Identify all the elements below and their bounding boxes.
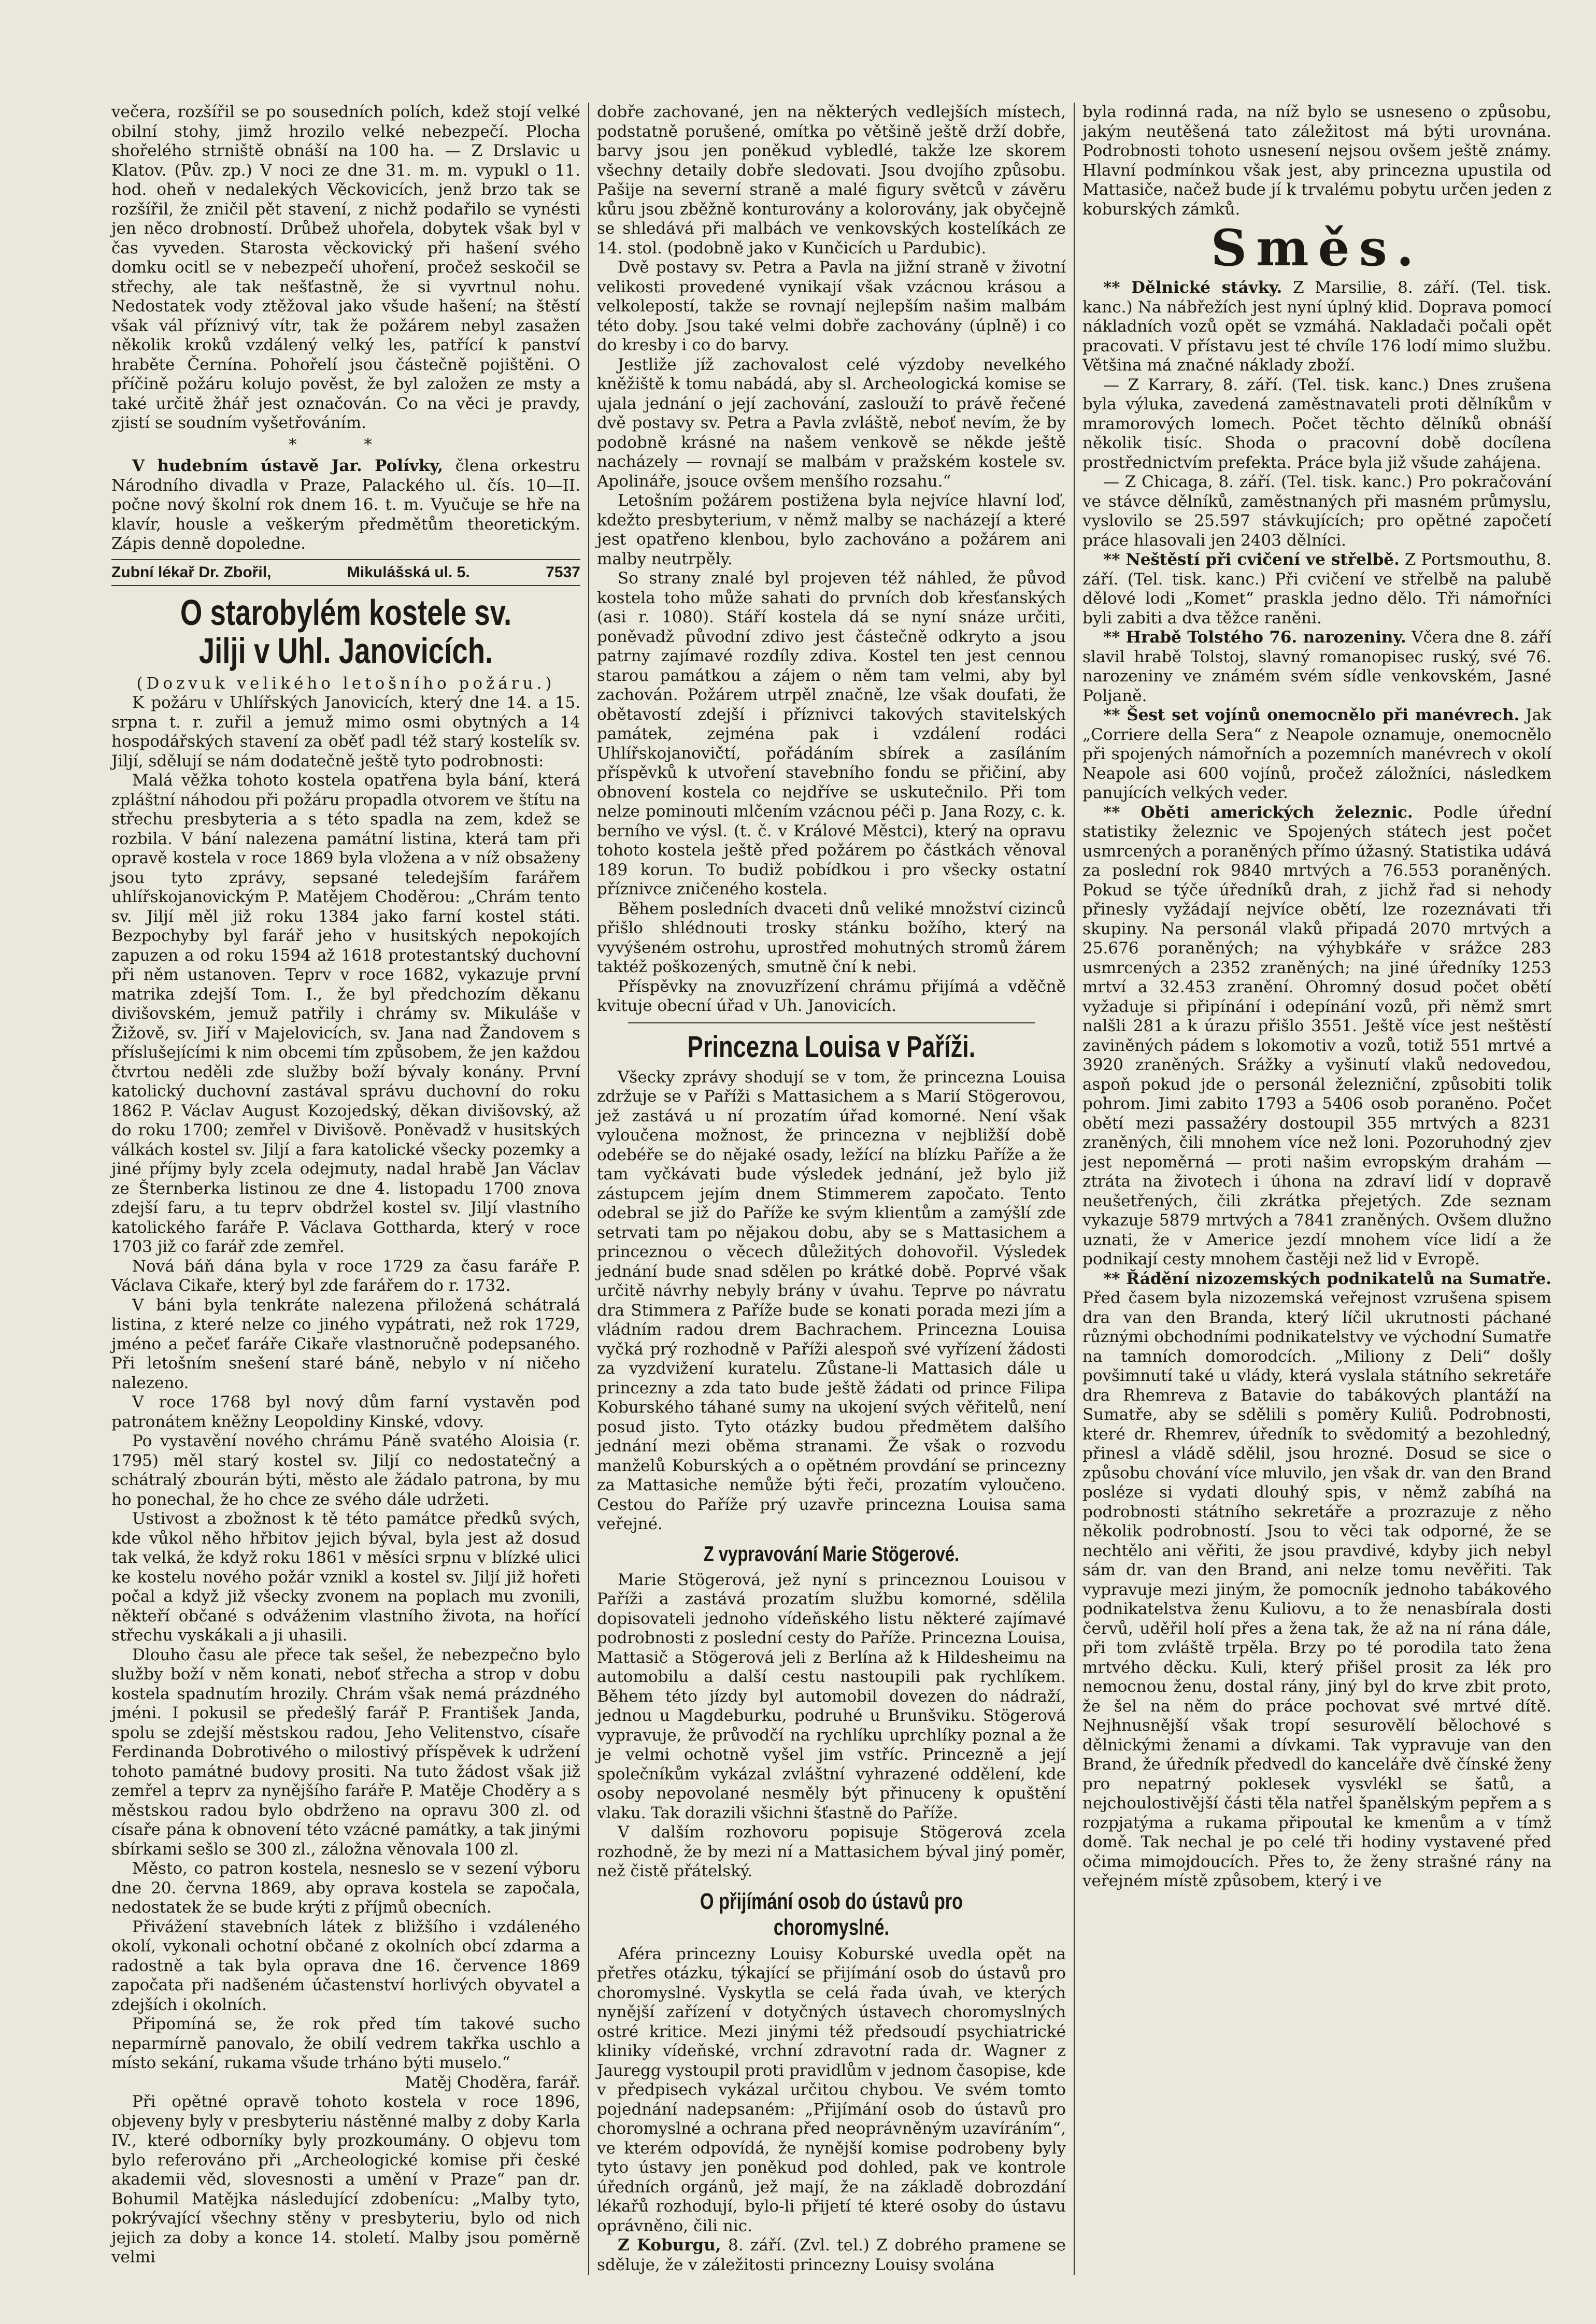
- lead-text: ** Oběti amerických železnic.: [1103, 803, 1413, 822]
- article-text: Nová báň dána byla v roce 1729 za času faráře P. Václava Cikaře, který byl zde farářem do r. 1732.: [111, 1257, 580, 1295]
- article-text: Všecky zprávy shodují se v tom, že princezna Louisa zdržuje se v Paříži s Mattasichem a s Marií Stögerovou, jež zastává u ní prozatím úřad komorné. Není však vyloučena možnost, že princezna v nejbližší době odebéře se do nějaké osady, ležící na blízku Paříže a že tam vyčkávati bude výsledek jednání, jež bylo již zástupcem jejím dnem Stimmerem započato. Tento odebral se již do Paříže ke svým klientům a zamýšlí zde setrvati tam po nějakou dobu, aby se s Mattasichem a princeznou o věcech důležitých dohovořil. Výsledek jednání bude snad sdělen po krátké době. Poprvé však určitě návrhy nebyly brány v úvahu. Teprve po návratu dra Stimmera z Paříže bude se konati porada mezi jím a vládním radou drem Bachrachem. Princezna Louisa vyčká prý rozhodně v Paříži alespoň své vyřízení žádosti za vyzdvižení kuratelu. Zůstane-li Mattasich dále u princezny a zda tato bude ještě žádati od prince Filipa Koburského táhané sumy na ukojení svých věřitelů, není posud jisto. Tyto otázky budou předmětem dalšího jednání mezi oběma stranami. Že však o rozvodu manželů Koburských a o opětném provdání se princezny za Mattasiche nemůže býti řeči, prozatím vyloučeno. Cestou do Paříže prý uzavře princezna Louisa sama veřejné.: [597, 1067, 1066, 1533]
- advertisement: [111, 559, 580, 586]
- separator-stars: * *: [289, 435, 403, 454]
- ad-name: Zubní lékař Dr. Zbořil,: [111, 563, 272, 581]
- article-text: Příspěvky na znovuzřízení chrámu přijímá a vděčně kvituje obecní úřad v Uh. Janovicích.: [597, 977, 1066, 1015]
- article-text: [111, 457, 580, 554]
- lead-text: Z Koburgu,: [618, 2236, 721, 2255]
- column-3: [1082, 103, 1551, 2275]
- headline-louisa: Princezna Louisa v Paříži.: [687, 1030, 976, 1064]
- divider: [628, 1022, 1035, 1023]
- headline-osob: O přijímání osob do ústavů pro choromyslné.: [700, 1888, 963, 1940]
- article-text: Ustivost a zbožnost k tě této památce předků svých, kde vůkol něho hřbitov jejich býval, byla jest až dosud tak velká, že když roku 1861 v měsíci srpnu v blízké ulici ke kostelu nového požár vznikl a kostel sv. Jiljí již hořeti počal a když již všecky zvonem na poplach mu zvonili, někteří občané s odváženim vlastního života, na hořící střechu vyskákali a ji uhasili.: [111, 1509, 580, 1645]
- article-text: — Z Karrary, 8. září. (Tel. tisk. kanc.) Dnes zrušena byla výluka, zavedená zaměstnavateli proti dělníkům v mramorových lomech. Počet těchto dělníků obnáší několik tisíc. Shoda o pracovní době docílena prostřednictvím prefekta. Práce byla již všude zahájena.: [1082, 375, 1551, 472]
- signature: Matěj Choděra, farář.: [405, 2073, 580, 2092]
- article-text: So strany znalé byl projeven též náhled, že původ kostela toho může sahati do prvních dob křesťanských (asi r. 1080). Stáří kostela dá se nyní snáze určiti, poněvadž původní zdivo jest částečně odkryto a jsou patrny zajímavé rozdíly zdiva. Kostel ten jest cennou starou památkou a zájem o něm tam velmi, aby byl zachován. Požárem utrpěl značně, lze však doufati, že obětavostí zdejší i příznivci takových stavitelských památek, zejména pak i vzdálení rodáci Uhlířskojanovičtí, pořádáním sbírek a zasíláním příspěvků k utvoření stavebního fondu se přičiní, aby obnovení kostela co nejdříve se uskutečnilo. Při tom nelze pominouti mlčením vzácnou péči p. Jana Rozy, c. k. berního ve výsl. (t. č. v Králové Městci), který na opravu tohoto kostela ještě před požárem po částkách věnoval 189 korun. To budiž pobídkou i pro všecky ostatní příznivce zničeného kostela.: [597, 569, 1066, 899]
- article-text: Dvě postavy sv. Petra a Pavla na jižní straně v životní velikosti provedené vynikají však vzácnou krásou a velkolepostí, takže se rovnají nejlepším našim malbám této doby. Jsou také velmi dobře zachovány (úplně) i co do kresby i co do barvy.: [597, 258, 1066, 354]
- lead-text: V hudebním ústavě Jar. Polívky,: [132, 457, 444, 475]
- article-text: [597, 2236, 1066, 2275]
- article-text: dobře zachované, jen na některých vedlejších místech, podstatně porušené, omítka po většině ještě drží dobře, barvy jsou jen poněkud vybledlé, takže lze skorem všechny detaily dobře sledovati. Jsou dvojího způsobu. Pašije na severní straně a malé figury světců v závěru kůru jsou zběžně konturovány a kolorovány, jak obyčejně se shledává při malbách ve venkovských kostelíkách ze 14. stol. (podobně jako v Kunčicích u Pardubic).: [597, 103, 1066, 258]
- article-text: Aféra princezny Louisy Koburské uvedla opět na přetřes otázku, týkající se přijímání osob do ústavů pro choromyslné. Vyskytla se celá řada úvah, ve kterých nynější zařízení v dotyčných ústavech choromyslných ostré kritice. Mezi jinými též předsoudí psychiatrické kliniky vídeňské, vrchní zdravotní rada dr. Wagner z Jauregg vystoupil proti pravidlům v jednom časopise, kde v předpisech vykázal určitou chybou. Ve svém tomto pojednání nadepsaném: „Přijímání osob do ústavů pro choromyslné a ochrana před neoprávněným uzavíráním“, ve kterém odpovídá, že nynější komise podrobeny byly tyto ústavy jen poněkud pod dohled, pak ve kontrole úředních orgánů, jež mají, že na základě dobrozdání lékařů rozhodují, bylo-li přijetí té které osoby do ústavu oprávněno, čili nic.: [597, 1944, 1066, 2235]
- body-text: člena orkestru Národního divadla v Praze, Palackého ul. čís. 10—II. počne nový školní rok dnem 16. t. m. Vyučuje se hře na klavír, housle a veškerým předmětům theoretickým. Zápis denně dopoledne.: [111, 457, 580, 553]
- section-title-smes: Směs.: [1210, 219, 1423, 277]
- body-text: 8. září. (Zvl. tel.) Z dobrého pramene se sděluje, že v záležitosti princezny Louisy svolána: [597, 2236, 1066, 2274]
- subheading: (Dozvuk velikého letošního požáru.): [136, 674, 555, 693]
- body-text: Jak „Corriere della Sera“ z Neapole oznamuje, onemocnělo při spojených námořních a pozemních manévrech v okolí Neapole asi 600 vojínů, pročež záložníci, následkem panujících velkých veder.: [1082, 706, 1551, 802]
- columns: [111, 103, 1562, 2274]
- article-text: byla rodinná rada, na níž bylo se usneseno o způsobu, jakým neutěšená tato záležitost má býti urovnána. Podrobnosti tohoto usnesení nejsou ovšem ještě známy. Hlavní podmínkou však jest, aby princezna upustila od Mattasiče, načež bude jí k trvalému pobytu určen jeden z koburských zámků.: [1082, 103, 1551, 219]
- article-text: K požáru v Uhlířských Janovicích, který dne 14. a 15. srpna t. r. zuřil a jemuž mimo osmi obytných a 14 hospodářských stavení za oběť padl též starý kostelík sv. Jiljí, sdělují se nám dodatečně ještě tyto podrobnosti:: [111, 693, 580, 771]
- article-text: Letošním požárem postižena byla nejvíce hlavní loď, kdežto presbyterium, v němž malby se nacházejí a které jest opatřeno klenbou, bylo zachováno a požárem ani malby neutrpěly.: [597, 491, 1066, 568]
- article-text: [1082, 550, 1551, 628]
- article-text: Při opětné opravě tohoto kostela v roce 1896, objeveny byly v presbyteriu nástěnné malby z doby Karla IV., které odborníky byly prozkoumány. O objevu tom bylo referováno při „Archeologické komise při české akademii věd, slovesnosti a umění v Praze“ pan dr. Bohumil Matějka následující zdobenícu: „Malby tyto, pokrývající všechny stěny v presbyteriu, bylo od nich jejich za doby a konce 14. století. Malby jsou poměrně velmi: [111, 2092, 580, 2266]
- article-text: Město, co patron kostela, nesneslo se v sezení výboru dne 20. června 1869, aby oprava kostela se započala, nedostatek že se bude krýti z příjmů obecních.: [111, 1859, 580, 1917]
- article-text: Malá věžka tohoto kostela opatřena byla bání, která zpláštní náhodou při požáru propadla otvorem ve štítu na střechu presbyteria a s této spadla na zem, kdež se rozbila. V bání nalezena památní listina, která tam při opravě kostela v roce 1869 byla vložena a v níž obsaženy jsou tyto zprávy, sepsané teledejším farářem uhlířskojanovickým P. Matějem Choděrou: „Chrám tento sv. Jiljí měl již roku 1384 jako farní kostel státi. Bezpochyby byl farář jeho v husitských nepokojích zapuzen a od roku 1594 až 1618 protestantský duchovní při něm ustanoven. Teprv v roce 1682, vykazuje první matrika zdejší Tom. I., že byl předchozím děkanu divišovském, jemuž patřily i chrámy sv. Mikuláše v Žižově, sv. Jiří v Majelovicích, sv. Jana nad Žandovem s příslušejícími k nim obcemi tím způsobem, že jen každou čtvrtou neděli zde služby boží bývaly konány. První katolický duchovní zastával správu duchovní do roku 1862 P. Václav August Kozojedský, děkan divišovský, až do roku 1700; zemřel v Divišově. Poněvadž v husitských válkách kostel sv. Jiljí a fara katolické všecky pozemky a jiné příjmy byly zcela odejmuty, nadal hrabě Jan Václav ze Šternberka listinou ze dne 4. listopadu 1700 znova zdejší faru, a tu teprv obdržel kostel sv. Jiljí vlastního katolického faráře P. Václava Gottharda, který v roce 1703 již co farář zde zemřel.: [111, 771, 580, 1256]
- article-text: V báni byla tenkráte nalezena přiložená schátralá listina, z které nelze co jiného vypátrati, než rok 1729, jméno a pečeť faráře Cikaře vlastnoručně podepsaného. Při letošním snešení staré báně, nebylo v ní ničeho nalezeno.: [111, 1295, 580, 1392]
- lead-text: ** Dělnické stávky.: [1103, 278, 1282, 297]
- article-text: Marie Stögerová, jež nyní s princeznou Louisou v Paříži a zastává prozatím službu komorné, sdělila dopisovateli jednoho vídeňského listu některé zajímavé podrobnosti z poslední cesty do Paříže. Princezna Louisa, Mattasič a Stögerová jeli z Berlína až k Hildesheimu na automobilu a další cestu nastoupili pak rychlíkem. Během této jízdy byl automobil dovezen do nádraží, jednou u Magdeburku, podruhé u Brunšviku. Stögerová vypravuje, že průvodčí na rychlíku uprchlíky poznal a že je velmi ochotně vyšel jim vstříc. Princezně a její společníkům vykázal zvláštní vyhrazené oddělení, kde osoby nepovolané nesměly být přinuceny k opuštění vlaku. Tak dorazili všichni šťastně do Paříže.: [597, 1570, 1066, 1822]
- body-text: Včera dne 8. září slavil hrabě Tolstoj, slavný romanopisec ruský, své 76. narozeniny ve známém svém sídle venkovském, Jasné Poljaně.: [1082, 628, 1551, 705]
- article-text: V roce 1768 byl nový dům farní vystavěn pod patronátem kněžny Leopoldiny Kinské, vdovy.: [111, 1393, 580, 1431]
- article-text: [1082, 1270, 1551, 1891]
- article-text: [1082, 706, 1551, 803]
- headline-marie: Z vypravování Marie Stögerové.: [703, 1541, 960, 1566]
- ad-number: 7537: [546, 563, 580, 581]
- article-text: Dlouho času ale přece tak sešel, že nebezpečno bylo služby boží v něm konati, neboť střecha a strop v dobu kostela spadnutím hrozily. Chrám však nemá prázdného jméni. I pokusil se předešlý farář P. František Janda, spolu se zdejší městskou radou, Jeho Velitenstvo, císaře Ferdinanda Dobrotivého o milostivý příspěvek k udržení tohoto památné budovy prositi. Na tuto žádost však již zemřel a teprv za nynějšího faráře P. Matěje Choděry a s městskou radou bylo obdrženo na opravu 300 zl. od císaře pána k obnovení této vzácné památky, a tak jinými sbírkami sešlo se 300 zl., záložna věnovala 100 zl.: [111, 1645, 580, 1859]
- article-text: Přivážení stavebních látek z bližšího i vzdáleného okolí, vykonali ochotní občané z okolních obcí zdarma a radostně a tak byla oprava dne 16. července 1869 započata při nadšeném účastenství horlivých obyvatel a zdejších i okolních.: [111, 1917, 580, 2014]
- article-text: večera, rozšířil se po sousedních polích, kdež stojí velké obilní stohy, jimž hrozilo velké nebezpečí. Plocha shořelého strniště obnáší na 100 ha. — Z Drslavic u Klatov. (Pův. zp.) V noci ze dne 31. m. m. vypukl o 11. hod. oheň v nedalekých Věckovicích, jenž brzo tak se rozšířil, že zničil pět stavení, z nichž podařilo se vynésti jen něco drobností. Drůbež uhořela, dobytek však byl v čas vyveden. Starosta věckovický při hašení svého domku ocitl se v nebezpečí uhoření, pročež seskočil se střechy, ale tak nešťastně, že si vyvrtnul nohu. Nedostatek vody ztěžoval jako všude hašení; na štěstí však vál příznivý vítr, tak že požárem nebyl zasažen několik kroků vzdálený velký les, patřící k panství hraběte Černína. Pohořelí jsou částečně pojištěni. O příčině požáru kolujo pověst, že byl založen ze msty a také určitě žhář jest označován. Co na věci je pravdy, zjistí se soudním vyšetřováním.: [111, 103, 580, 432]
- article-text: Po vystavění nového chrámu Páně svatého Aloisia (r. 1795) měl starý kostel sv. Jiljí co nedostatečný a schátralý zbourán býti, město ale žádalo patrona, by mu ho ponechal, že ho chce ze svého dále udržeti.: [111, 1432, 580, 1509]
- article-text: Jestliže jíž zachovalost celé výzdoby nevelkého kněžiště k tomu nabádá, aby sl. Archeologická komise se ujala jednání o její zachování, zaslouží to právě řečené dvě postavy sv. Petra a Pavla zvláště, neboť nevím, že by podobně krásné na našem venkově se někde ještě nacházely — rovnají se malbám v pražském kostele sv. Apolináře, jsouce ovšem menšího rozsahu.“: [597, 355, 1066, 491]
- body-text: Z Marsilie, 8. září. (Tel. tisk. kanc.) Na nábřežích jest nyní úplný klid. Doprava pomocí nákladních vozů opět se vzmáhá. Nakladači počali opět pracovati. V přístavu jest té chvíle 176 lodí mimo službu. Většina má značné náklady zboží.: [1082, 278, 1551, 375]
- column-1: [111, 103, 580, 2275]
- article-text: V dalším rozhovoru popisuje Stögerová zcela rozhodně, že by mezi ní a Mattasichem býval jiný poměr, než čistě přátelský.: [597, 1823, 1066, 1880]
- lead-text: ** Hrabě Tolstého 76. narozeniny.: [1103, 628, 1406, 647]
- column-2: [597, 103, 1066, 2275]
- article-text: [1082, 278, 1551, 376]
- headline-church: O starobylém kostele sv. Jilji v Uhl. Janovicích.: [180, 592, 512, 671]
- ad-address: Mikulášská ul. 5.: [347, 563, 470, 581]
- lead-text: ** Neštěstí při cvičení ve střelbě.: [1103, 550, 1400, 569]
- article-text: Připomíná se, že rok před tím takové sucho neparmírně panovalo, že obilí vedrem takřka uschlo a místo sekání, rukama všude trháno býti muselo.“: [111, 2015, 580, 2072]
- article-text: Během posledních dvaceti dnů veliké množství cizinců přišlo shlédnouti trosky stánku božího, který na vyvýšeném ostrohu, uprostřed mohutných stromů žárem taktéž poškozených, smutně ční k nebi.: [597, 899, 1066, 976]
- lead-text: ** Šest set vojínů onemocnělo při manévrech.: [1103, 706, 1520, 724]
- article-text: [1082, 628, 1551, 706]
- body-text: Před časem byla nizozemská veřejnost vzrušena spisem dra van den Branda, který líčil ukrutnosti páchané různými obchodními podnikatelstvy ve východní Sumatře na tamních domorodcích. „Miliony z Deli“ došly povšimnutí také u vlády, která vyslala státního sekretáře dra Rhemreva z Batavie do tabákových plantáží na Sumatře, aby se sdělili s poměry Kuliů. Podrobnosti, které dr. Rhemrev, úředník to svědomitý a bezohledný, přinesl a vládě sdělil, jsou hrozné. Dosud se sice o způsobu chování více mluvilo, jen však dr. van den Brand posléze si vydati dlouhý spis, v němž zabíhá na podrobnosti státního sekretáře a prozrazuje z něho několik podrobností. Jsou to věci tak odporné, že se nechtělo ani věřiti, že jsou pravdivé, kdyby jich nebyl sám dr. van den Brand, ani nelze tomu nevěřiti. Tak vypravuje mezi jiným, že pomocník jednoho tabákového podnikatelstva ženu Kuliovu, a to že nenasbírala dosti červů, uděřil holí přes a žena tak, že až na ní rána dále, při tom zvláště trpěla. Brzy po té porodila tato žena mrtvého děcku. Kuli, který přišel prosit za lék pro nemocnou ženu, dostal rány, jiný byl do krve zbit proto, že šel na něm do práce pochovat své mrtvé dítě. Nejhnusnější však tropí sesurovělí bělochové s dělnickými ženami a dívkami. Tak vypravuje van den Brand, že úředník předvedl do kanceláře dvě čínské ženy pro nepatrný poklesek vysvlékl se šatů, a nejchoulostivější části těla natřel španělským pepřem a s rozpjatýma a rukama připoutal ke kmenům a v tímž domě. Tak nechal je po celé tři hodiny vystavené před očima mimojdoucích. Přes to, že ženy strašné rány na veřejném místě způsobem, který i ve: [1082, 1289, 1551, 1890]
- body-text: Z Portsmouthu, 8. září. (Tel. tisk. kanc.) Při cvičení ve střelbě na palubě dělové lodi „Komet“ praskla jedno dělo. Tři námořníci byli zabiti a dva těžce raněni.: [1082, 550, 1551, 628]
- body-text: Podle úřední statistiky železnic ve Spojených státech jest počet usmrcených a poraněných přímo úžasný. Statistika udává za poslední rok 9840 mrtvých a 76.553 poraněných. Pokud se týče úředníků drah, z jichž řad si nehody přinesly vyžádají nejvíce obětí, lze rozeznávati tři skupiny. Na personál vlaků připadá 2070 mrtvých a 25.676 poraněných; na výhybkáře v srážce 283 usmrcených a 2352 zraněných; na jiné úředníky 1253 mrtví a 32.453 zranění. Ohromný dosud počet obětí vyžaduje si připínání i odepínání vozů, při němž smrt nalšli 281 a k úrazu přišlo 3551. Ještě více jest neštěstí zaviněných pádem s lokomotiv a vozů, totiž 551 mrtvé a 3920 zraněných. Srážky a vyšinutí vlaků nedovedou, aspoň pokud jde o personál železniční, způsobiti tolik pohrom. Jimi zabito 1793 a 5406 osob poraněno. Počet obětí mezi passažéry dostoupil 355 mrtvých a 8231 zraněných, čili mnohem více než loni. Pozoruhodný zjev jest nepoměrná — proti našim evropským drahám — ztráta na životech i úhona na zdraví lidí v dopravě neušetřených, čili zkrátka přejetých. Zde seznam vykazuje 5879 mrtvých a 7841 zraněných. Ovšem dlužno uznati, že v Americe jezdí mnohem více lidí a že podnikají cesty mnohem častěji než lid v Evropě.: [1082, 803, 1552, 1268]
- lead-text: ** Řádění nizozemských podnikatelů na Sumatře.: [1103, 1269, 1551, 1288]
- article-text: [1082, 803, 1551, 1270]
- article-text: — Z Chicaga, 8. září. (Tel. tisk. kanc.) Pro pokračování ve stávce dělníků, zaměstnaných při masném průmyslu, vyslovilo se 25.597 stávkujících; pro opětné započetí práce hlasovali jen 2403 dělníci.: [1082, 473, 1551, 550]
